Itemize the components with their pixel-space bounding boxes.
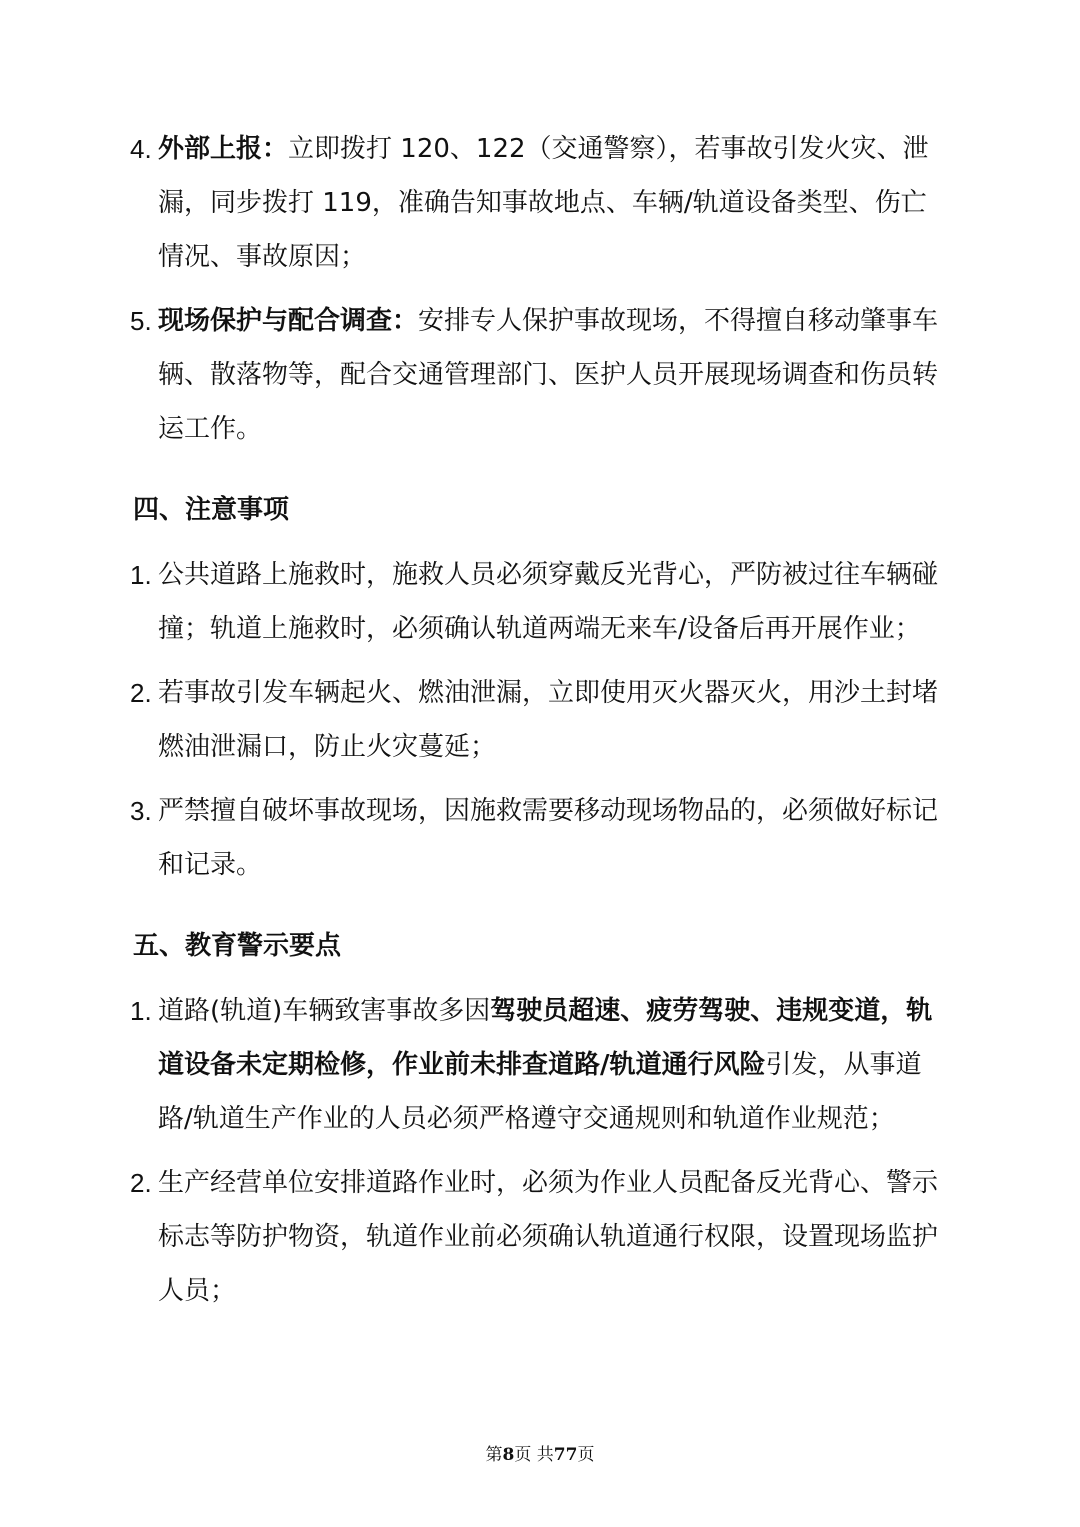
item-text: 公共道路上施救时，施救人员必须穿戴反光背心，严防被过往车辆碰撞；轨道上施救时，必须确认轨道两端无来车/设备后再开展作业； <box>158 560 939 644</box>
item-text-post: 引发，从事道路/轨道生产作业的人员必须严格遵守交通规则和轨道作业规范； <box>158 1050 922 1134</box>
item-number: 4. <box>130 134 152 164</box>
item-body <box>158 984 950 1146</box>
section-heading: 四、注意事项 <box>133 495 290 525</box>
list-item <box>130 548 950 656</box>
item-number: 2. <box>130 1168 152 1198</box>
item-number: 3. <box>130 796 152 826</box>
list-item <box>130 984 950 1146</box>
item-text: 严禁擅自破坏事故现场，因施救需要移动现场物品的，必须做好标记和记录。 <box>158 796 939 880</box>
item-text-pre: 道路(轨道)车辆致害事故多因 <box>158 996 491 1026</box>
item-body <box>158 294 950 456</box>
item-text: 立即拨打 120、122（交通警察），若事故引发火灾、泄漏，同步拨打 119，准确告知事故地点、车辆/轨道设备类型、伤亡情况、事故原因； <box>158 134 929 272</box>
list-item <box>130 122 950 284</box>
section-heading: 五、教育警示要点 <box>133 931 342 961</box>
item-number: 5. <box>130 306 152 336</box>
page-total: 77 <box>553 1445 578 1465</box>
list-item <box>130 666 950 774</box>
page-footer <box>0 1440 1080 1465</box>
item-bold-lead: 现场保护与配合调查： <box>158 306 419 336</box>
footer-pre: 第 <box>485 1445 503 1465</box>
item-number: 2. <box>130 678 152 708</box>
item-body <box>158 122 950 284</box>
item-text: 生产经营单位安排道路作业时，必须为作业人员配备反光背心、警示标志等防护物资，轨道作业前必须确认轨道通行权限，设置现场监护人员； <box>158 1168 939 1306</box>
list-item <box>130 294 950 456</box>
list-item <box>130 1156 950 1318</box>
item-number: 1. <box>130 560 152 590</box>
item-bold-emphasis: 驾驶员超速、疲劳驾驶、违规变道，轨道设备未定期检修，作业前未排查道路/轨道通行风险 <box>158 996 933 1080</box>
list-item <box>130 784 950 892</box>
item-text: 安排专人保护事故现场，不得擅自移动肇事车辆、散落物等，配合交通管理部门、医护人员开展现场调查和伤员转运工作。 <box>158 306 939 444</box>
item-text: 若事故引发车辆起火、燃油泄漏，立即使用灭火器灭火，用沙土封堵燃油泄漏口，防止火灾蔓延； <box>158 678 939 762</box>
footer-post: 页 <box>577 1445 595 1465</box>
item-bold-lead: 外部上报： <box>158 134 289 164</box>
footer-mid: 页 共 <box>514 1445 554 1465</box>
page-number: 8 <box>502 1445 515 1465</box>
item-number: 1. <box>130 996 152 1026</box>
